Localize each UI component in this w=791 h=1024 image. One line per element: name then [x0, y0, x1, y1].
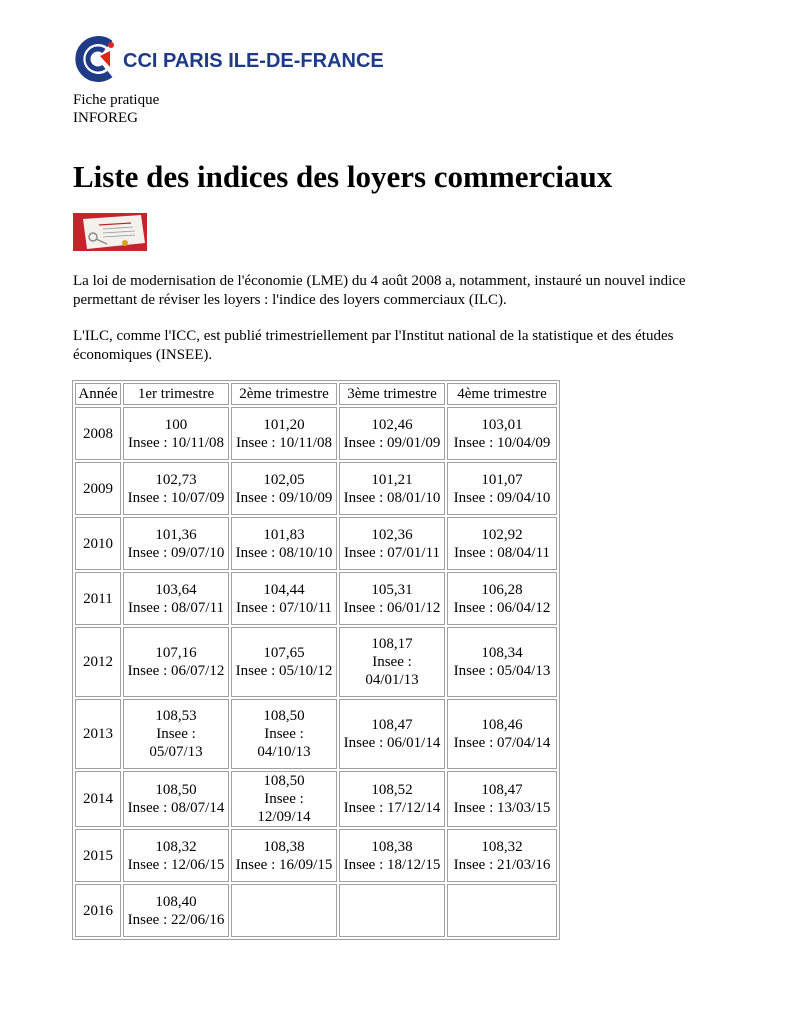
index-cell-q1: [123, 829, 229, 882]
insee-publication-date: Insee : 06/04/12: [453, 599, 551, 616]
insee-publication-date: Insee : 13/03/15: [453, 800, 551, 816]
index-value: 108,52: [371, 782, 413, 798]
insee-publication-date: Insee : 08/04/11: [453, 544, 551, 561]
index-value: 102,36: [371, 526, 413, 543]
insee-publication-date: Insee : 08/07/11: [127, 599, 225, 616]
index-cell-q3: [339, 462, 445, 515]
insee-publication-date: Insee : 12/06/15: [127, 856, 225, 873]
index-cell-q3: [339, 884, 445, 937]
table-row: [75, 572, 557, 625]
index-cell-q4: [447, 829, 557, 882]
table-row: [75, 462, 557, 515]
index-value: 103,64: [155, 581, 197, 598]
year-cell: 2012: [75, 627, 121, 697]
index-cell-q1: [123, 771, 229, 827]
index-cell-q3: [339, 699, 445, 769]
logo-text: CCI PARIS ILE-DE-FRANCE: [123, 50, 384, 72]
index-value: 102,92: [481, 526, 523, 543]
table-body: [75, 407, 557, 937]
cci-logo: [73, 36, 393, 82]
table-row: [75, 771, 557, 827]
insee-publication-date: Insee : 09/04/10: [453, 489, 551, 506]
table-row: [75, 517, 557, 570]
index-cell-q4: [447, 462, 557, 515]
index-cell-q4: [447, 884, 557, 937]
index-cell-q2: [231, 884, 337, 937]
index-value: 101,07: [481, 471, 523, 488]
index-value: 101,21: [371, 471, 413, 488]
index-value: 102,46: [371, 416, 413, 433]
insee-publication-date: Insee : 05/07/13: [149, 726, 203, 760]
insee-publication-date: Insee : 07/10/11: [235, 599, 333, 616]
year-cell: 2014: [75, 771, 121, 827]
index-cell-q1: [123, 572, 229, 625]
index-cell-q3: [339, 771, 445, 827]
index-value: 108,34: [481, 645, 523, 661]
index-value: 108,47: [371, 717, 413, 733]
index-cell-q2: [231, 462, 337, 515]
document-meta: [73, 91, 159, 127]
index-cell-q1: [123, 517, 229, 570]
insee-publication-date: Insee : 08/10/10: [235, 544, 333, 561]
index-value: 107,65: [263, 645, 305, 661]
table-row: [75, 884, 557, 937]
index-cell-q1: [123, 407, 229, 460]
index-cell-q4: [447, 627, 557, 697]
index-cell-q1: [123, 627, 229, 697]
table-header-row: [75, 383, 557, 405]
index-cell-q2: [231, 517, 337, 570]
index-value: 108,38: [263, 838, 305, 855]
index-value: 108,32: [155, 838, 197, 855]
index-value: 108,47: [481, 782, 523, 798]
category-label: INFOREG: [73, 110, 139, 126]
index-cell-q2: [231, 771, 337, 827]
insee-publication-date: Insee : 10/04/09: [453, 434, 551, 451]
insee-publication-date: Insee : 06/07/12: [127, 663, 225, 679]
insee-publication-date: Insee : 10/07/09: [127, 489, 225, 506]
index-value: 100: [164, 416, 188, 433]
insee-publication-date: Insee : 08/01/10: [343, 489, 441, 506]
index-cell-q2: [231, 829, 337, 882]
column-header-q1: 1er trimestre: [123, 383, 229, 405]
year-cell: 2011: [75, 572, 121, 625]
index-value: 107,16: [155, 645, 197, 661]
cci-logo-mark-icon: [79, 40, 114, 78]
index-cell-q2: [231, 572, 337, 625]
index-cell-q1: [123, 462, 229, 515]
index-value: 108,50: [263, 773, 305, 789]
index-value: 108,53: [155, 708, 197, 724]
index-value: 108,38: [371, 838, 413, 855]
index-cell-q1: [123, 699, 229, 769]
index-value: 108,50: [263, 708, 305, 724]
intro-paragraph: La loi de modernisation de l'économie (LME) du 4 août 2008 a, notamment, instauré un nouvel indice permettant de réviser les loyers : l'indice des loyers commerciaux (ILC).: [73, 273, 686, 308]
year-cell: 2010: [75, 517, 121, 570]
insee-publication-date: Insee : 04/01/13: [365, 654, 419, 688]
year-cell: 2009: [75, 462, 121, 515]
insee-publication-date: Insee : 17/12/14: [343, 800, 441, 816]
index-cell-q3: [339, 517, 445, 570]
year-cell: 2013: [75, 699, 121, 769]
index-cell-q3: [339, 407, 445, 460]
index-cell-q2: [231, 407, 337, 460]
fiche-label: Fiche pratique: [73, 92, 160, 108]
year-cell: 2015: [75, 829, 121, 882]
index-cell-q1: [123, 884, 229, 937]
index-cell-q3: [339, 829, 445, 882]
insee-publication-date: Insee : 08/07/14: [127, 800, 225, 816]
insee-publication-date: Insee : 07/04/14: [453, 735, 551, 751]
index-cell-q4: [447, 771, 557, 827]
insee-publication-date: Insee : 06/01/12: [343, 599, 441, 616]
index-value: 105,31: [371, 581, 413, 598]
lease-document-thumbnail: [73, 213, 147, 251]
insee-publication-date: Insee : 05/10/12: [235, 663, 333, 679]
column-header-q2: 2ème trimestre: [231, 383, 337, 405]
index-value: 102,05: [263, 471, 305, 488]
table-row: [75, 627, 557, 697]
publication-paragraph: L'ILC, comme l'ICC, est publié trimestriellement par l'Institut national de la statistique et des études économiques (INSEE).: [73, 328, 674, 363]
table-row: [75, 407, 557, 460]
insee-publication-date: Insee : 05/04/13: [453, 663, 551, 679]
table-row: [75, 699, 557, 769]
column-header-q3: 3ème trimestre: [339, 383, 445, 405]
index-cell-q4: [447, 699, 557, 769]
index-value: 101,83: [263, 526, 305, 543]
insee-publication-date: Insee : 10/11/08: [235, 434, 333, 451]
insee-publication-date: Insee : 22/06/16: [127, 911, 225, 928]
insee-publication-date: Insee : 21/03/16: [453, 856, 551, 873]
insee-publication-date: Insee : 16/09/15: [235, 856, 333, 873]
insee-publication-date: Insee : 09/10/09: [235, 489, 333, 506]
insee-publication-date: Insee : 09/01/09: [343, 434, 441, 451]
index-value: 104,44: [263, 581, 305, 598]
index-value: 102,73: [155, 471, 197, 488]
index-value: 106,28: [481, 581, 523, 598]
index-value: 101,20: [263, 416, 305, 433]
index-cell-q2: [231, 699, 337, 769]
index-value: 108,17: [371, 636, 413, 652]
table-row: [75, 829, 557, 882]
index-value: 108,32: [481, 838, 523, 855]
index-cell-q3: [339, 627, 445, 697]
index-value: 108,46: [481, 717, 523, 733]
index-cell-q4: [447, 407, 557, 460]
insee-publication-date: Insee : 06/01/14: [343, 735, 441, 751]
index-value: 101,36: [155, 526, 197, 543]
insee-publication-date: Insee : 04/10/13: [257, 726, 311, 760]
ilc-index-table: [72, 380, 560, 940]
index-cell-q3: [339, 572, 445, 625]
index-cell-q4: [447, 572, 557, 625]
index-value: 103,01: [481, 416, 523, 433]
index-cell-q2: [231, 627, 337, 697]
insee-publication-date: Insee : 18/12/15: [343, 856, 441, 873]
index-cell-q4: [447, 517, 557, 570]
insee-publication-date: Insee : 12/09/14: [257, 791, 311, 825]
year-cell: 2008: [75, 407, 121, 460]
insee-publication-date: Insee : 10/11/08: [127, 434, 225, 451]
page-title: Liste des indices des loyers commerciaux: [73, 159, 613, 194]
year-cell: 2016: [75, 884, 121, 937]
column-header-year: Année: [75, 383, 121, 405]
column-header-q4: 4ème trimestre: [447, 383, 557, 405]
index-value: 108,50: [155, 782, 197, 798]
insee-publication-date: Insee : 07/01/11: [343, 544, 441, 561]
insee-publication-date: Insee : 09/07/10: [127, 544, 225, 561]
index-value: 108,40: [155, 893, 197, 910]
